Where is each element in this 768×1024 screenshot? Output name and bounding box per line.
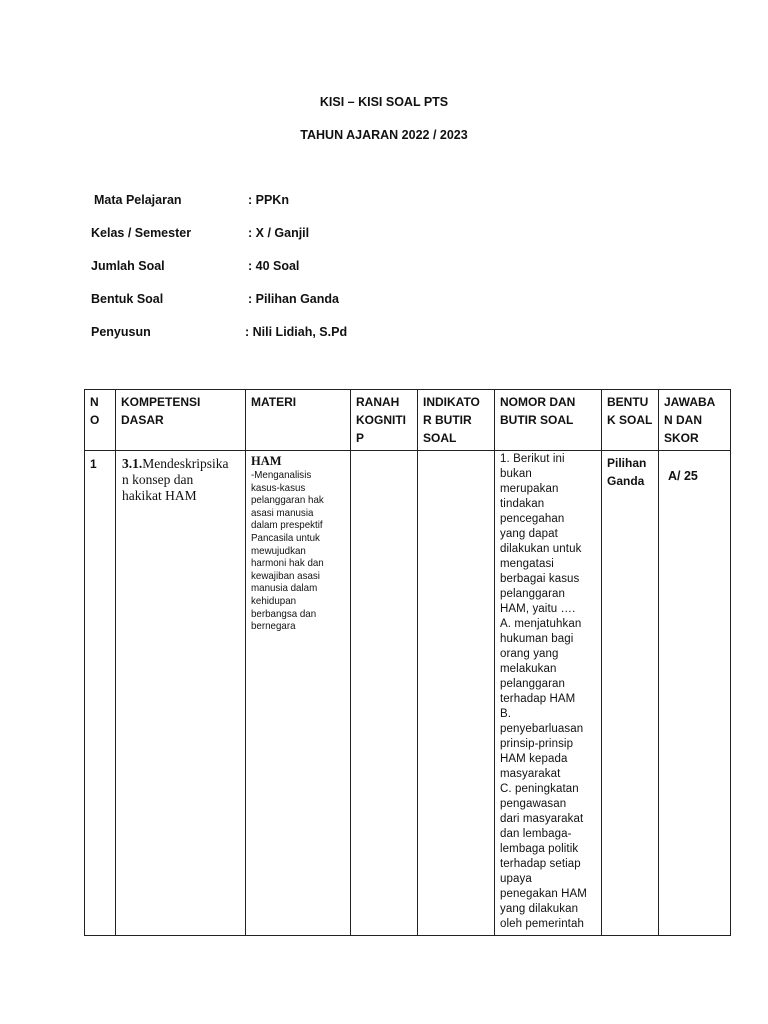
- cell-jawaban: A/ 25: [659, 451, 731, 936]
- cell-kompetensi: [116, 451, 246, 936]
- kisi-table: [84, 389, 731, 936]
- materi-text: -Menganalisis kasus-kasus pelanggaran hak asasi manusia dalam prespektif Pancasila untuk mewujudkan harmoni hak dan kewajiban asasi manusia dalam kehidupan berbangsa dan bernegara: [251, 469, 324, 633]
- column-header-butir: NOMOR DAN BUTIR SOAL: [495, 390, 602, 451]
- meta-value: : PPKn: [248, 193, 289, 207]
- document-title: KISI – KISI SOAL PTS: [319, 95, 449, 109]
- kd-text: Mendeskripsika n konsep dan hakikat HAM: [122, 456, 229, 503]
- column-header-indikator: INDIKATO R BUTIR SOAL: [418, 390, 495, 451]
- cell-ranah: [351, 451, 418, 936]
- cell-butir-soal: 1. Berikut ini bukan merupakan tindakan pencegahan yang dapat dilakukan untuk mengatasi berbagai kasus pelanggaran HAM, yaitu …. A. menjatuhkan hukuman bagi orang yang melakukan pelanggaran terhadap HAM B. penyebarluasan prinsip-prinsip HAM kepada masyarakat C. peningkatan pengawasan dari masyarakat dan lembaga- lembaga politik terhadap setiap upaya penegakan HAM yang dilakukan oleh pemerintah: [495, 451, 602, 936]
- table-row: [85, 451, 731, 936]
- meta-label: Bentuk Soal: [91, 292, 164, 306]
- column-header-bentuk: BENTU K SOAL: [602, 390, 659, 451]
- cell-no: 1: [85, 451, 116, 936]
- cell-materi: [246, 451, 351, 936]
- meta-value: : X / Ganjil: [248, 226, 310, 240]
- meta-label: Mata Pelajaran: [94, 193, 182, 207]
- column-header-ranah: RANAH KOGNITI P: [351, 390, 418, 451]
- meta-value: : 40 Soal: [248, 259, 300, 273]
- document-subtitle: TAHUN AJARAN 2022 / 2023: [300, 128, 468, 142]
- meta-label: Penyusun: [91, 325, 151, 339]
- meta-value: : Nili Lidiah, S.Pd: [245, 325, 348, 339]
- table-header-row: [85, 390, 731, 451]
- cell-bentuk-soal: Pilihan Ganda: [602, 451, 659, 936]
- meta-label: Jumlah Soal: [91, 259, 165, 273]
- materi-title: HAM: [251, 454, 282, 468]
- column-header-no: N O: [85, 390, 116, 451]
- meta-label: Kelas / Semester: [91, 226, 192, 240]
- column-header-jawaban: JAWABA N DAN SKOR: [659, 390, 731, 451]
- meta-value: : Pilihan Ganda: [248, 292, 339, 306]
- column-header-kompetensi: KOMPETENSI DASAR: [116, 390, 246, 451]
- kd-number: 3.1.: [122, 456, 143, 471]
- column-header-materi: MATERI: [246, 390, 351, 451]
- cell-indikator: [418, 451, 495, 936]
